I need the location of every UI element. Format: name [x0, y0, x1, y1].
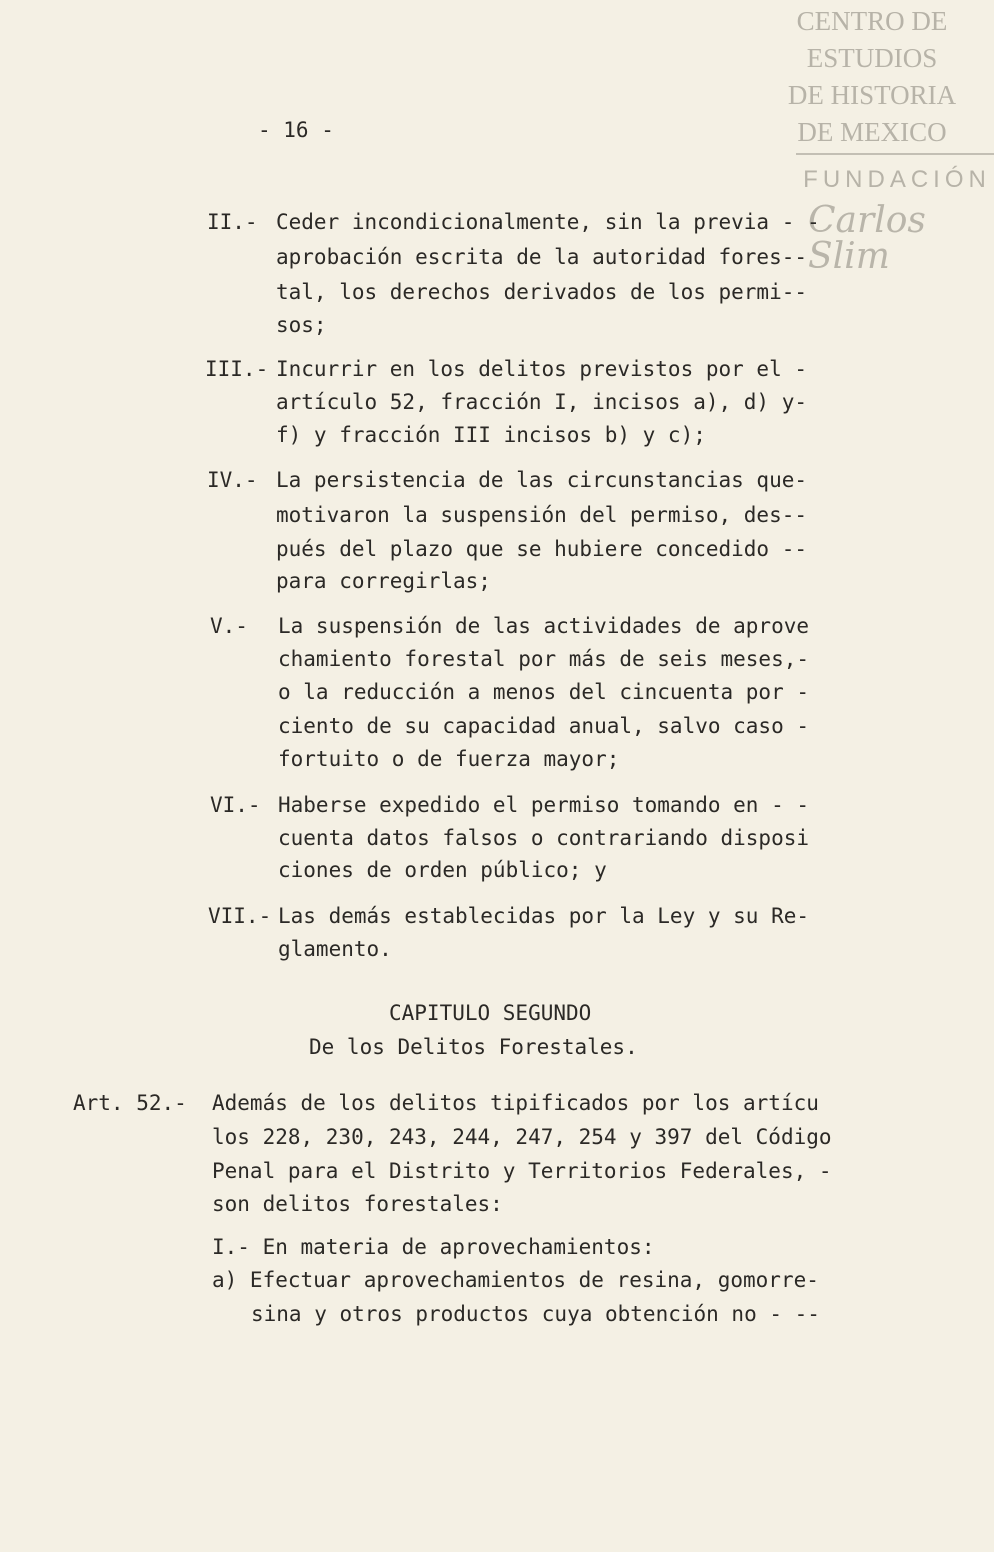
item-vi-line-1: Haberse expedido el permiso tomando en - - [278, 793, 810, 817]
item-v-line-5: fortuito o de fuerza mayor; [278, 747, 620, 771]
watermark-foundation: FUNDACIÓN [803, 166, 991, 193]
chapter-title: CAPITULO SEGUNDO [389, 1001, 592, 1025]
item-iv-line-1: La persistencia de las circunstancias que- [276, 468, 808, 492]
article-line-3: Penal para el Distrito y Territorios Federales, - [212, 1159, 832, 1183]
fraction-i-heading: I.- En materia de aprovechamientos: [212, 1235, 655, 1259]
item-vi-line-3: ciones de orden público; y [278, 858, 607, 882]
item-iv-line-4: para corregirlas; [276, 569, 491, 593]
item-v-line-4: ciento de su capacidad anual, salvo caso - [278, 714, 810, 738]
item-vi-line-2: cuenta datos falsos o contrariando disposi [278, 826, 810, 850]
watermark-signature: Carlos Slim [808, 200, 926, 277]
page-number: - 16 - [258, 118, 334, 142]
item-v-line-2: chamiento forestal por más de seis meses,- [278, 647, 810, 671]
watermark-divider [796, 153, 994, 155]
watermark-line-4: DE MEXICO [797, 117, 947, 147]
item-ii-line-4: sos; [276, 313, 327, 337]
item-marker-vi: VI.- [210, 793, 261, 817]
item-marker-iv: IV.- [207, 468, 258, 492]
fraction-i-a-line-1: a) Efectuar aprovechamientos de resina, gomorre- [212, 1268, 819, 1292]
item-marker-vii: VII.- [208, 904, 272, 928]
watermark-line-1: CENTRO DE [796, 6, 948, 36]
item-ii-line-3: tal, los derechos derivados de los permi-- [276, 280, 808, 304]
item-marker-v: V.- [210, 614, 248, 638]
article-line-4: son delitos forestales: [212, 1192, 503, 1216]
item-v-line-1: La suspensión de las actividades de aprove [278, 614, 810, 638]
item-marker-iii: III.- [205, 357, 269, 381]
item-ii-line-1: Ceder incondicionalmente, sin la previa - - [276, 210, 820, 234]
item-iii-line-1: Incurrir en los delitos previstos por el - [276, 357, 808, 381]
item-iii-line-3: f) y fracción III incisos b) y c); [276, 423, 706, 447]
watermark-line-2: ESTUDIOS [806, 43, 938, 73]
article-line-2: los 228, 230, 243, 244, 247, 254 y 397 del Código [212, 1125, 832, 1149]
item-iv-line-3: pués del plazo que se hubiere concedido -- [276, 537, 808, 561]
item-vii-line-2: glamento. [278, 937, 392, 961]
item-iv-line-2: motivaron la suspensión del permiso, des-- [276, 503, 808, 527]
item-iii-line-2: artículo 52, fracción I, incisos a), d) y- [276, 390, 808, 414]
item-marker-ii: II.- [207, 210, 258, 234]
article-marker: Art. 52.- [73, 1091, 187, 1115]
fraction-i-a-line-2: sina y otros productos cuya obtención no - -- [251, 1302, 820, 1326]
watermark-line-3: DE HISTORIA [787, 80, 957, 110]
item-ii-line-2: aprobación escrita de la autoridad fores-- [276, 245, 808, 269]
chapter-subtitle: De los Delitos Forestales. [309, 1035, 638, 1059]
article-line-1: Además de los delitos tipificados por los artícu [212, 1091, 819, 1115]
item-vii-line-1: Las demás establecidas por la Ley y su Re- [278, 904, 810, 928]
item-v-line-3: o la reducción a menos del cincuenta por - [278, 680, 810, 704]
